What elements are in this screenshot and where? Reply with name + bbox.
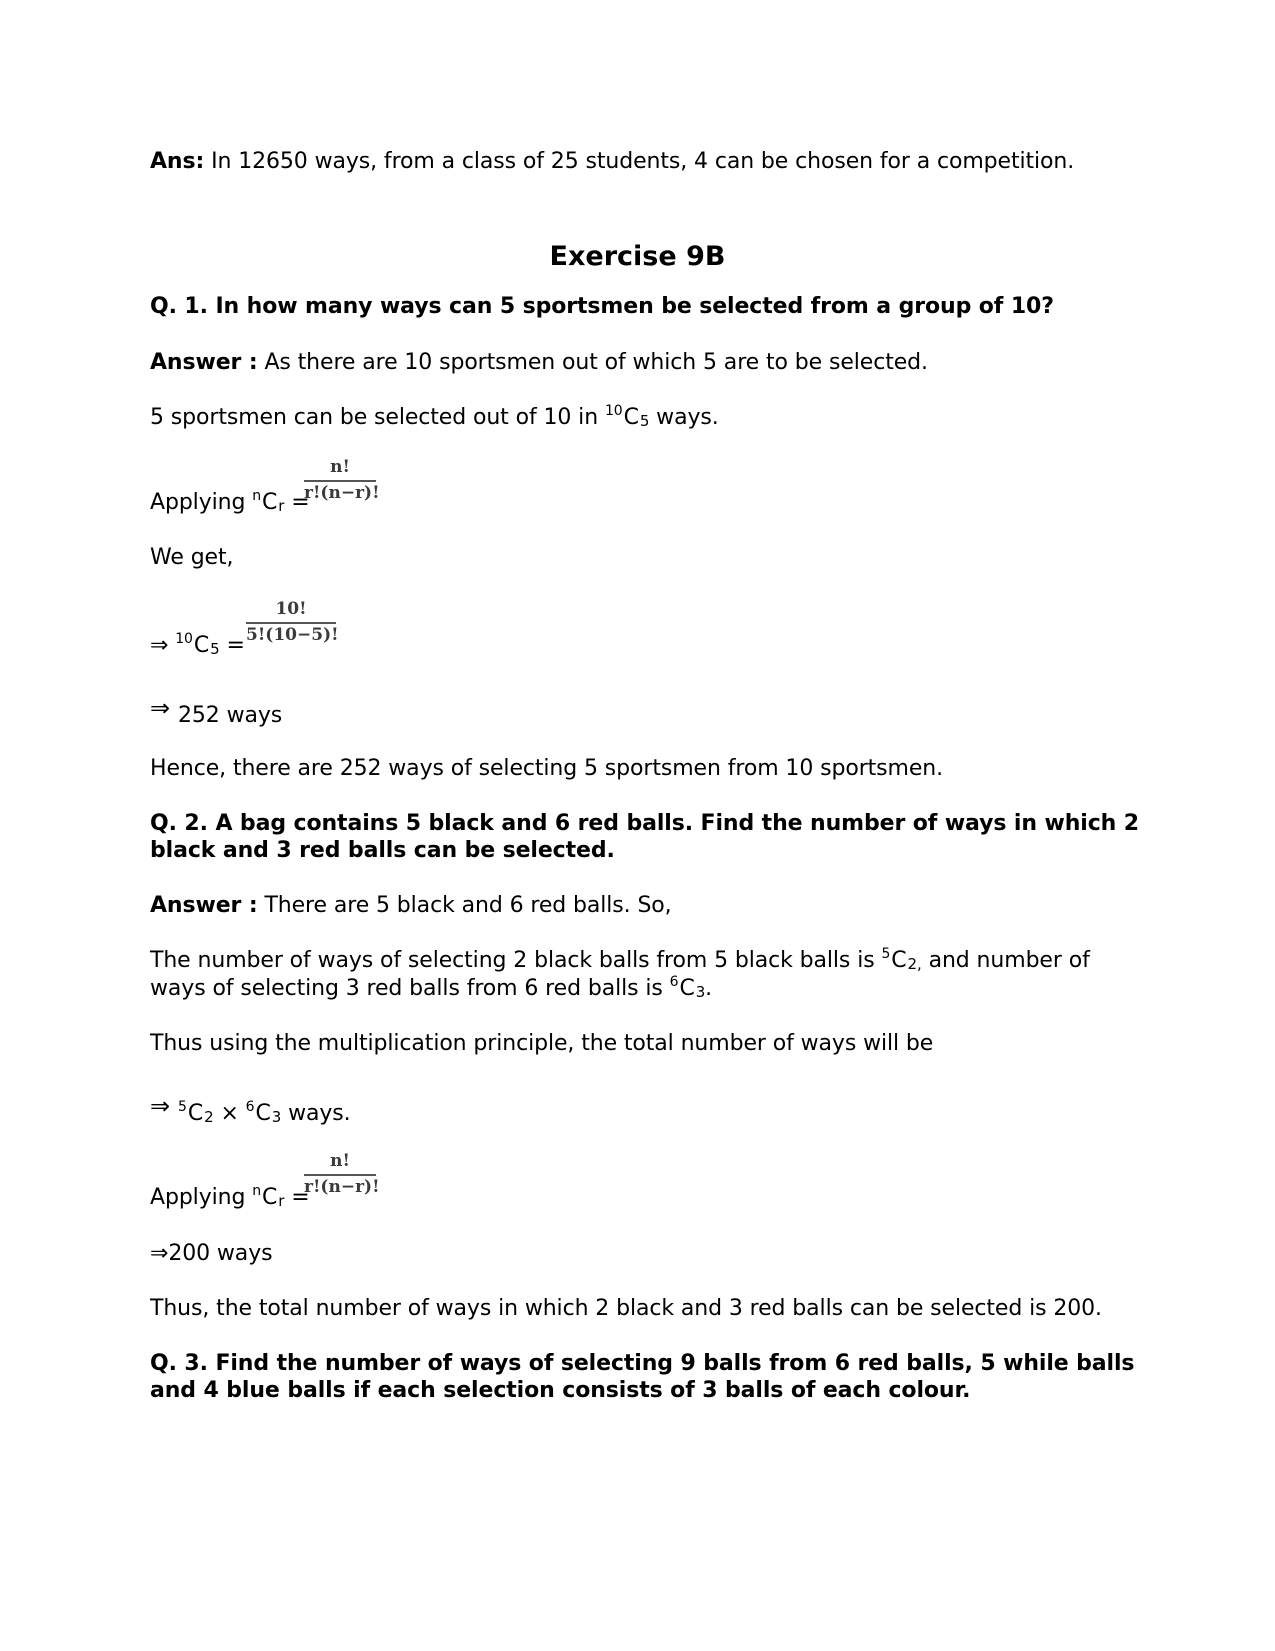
fraction-numerator: 10! (275, 599, 307, 619)
superscript: 6 (245, 1099, 255, 1115)
q1-answer (150, 349, 928, 377)
combination-symbol: C (262, 490, 278, 515)
fraction-denominator: 5!(10−5)! (246, 625, 339, 645)
text: and number of (921, 948, 1090, 973)
combination-symbol: C (679, 976, 695, 1001)
q3-question-line-2: and 4 blue balls if each selection consists of 3 balls of each colour. (150, 1378, 971, 1403)
subscript: r (278, 1192, 285, 1210)
subscript: 2, (907, 955, 922, 973)
combination-symbol: C (187, 1101, 204, 1126)
equals-sign: = (284, 1185, 310, 1210)
previous-answer (150, 148, 1074, 176)
answer-label: Answer : (150, 350, 258, 375)
q1-calc-fraction (246, 598, 339, 646)
combination-symbol: C (623, 405, 639, 430)
implies-arrow: ⇒ (150, 633, 176, 658)
text: ways of selecting 3 red balls from 6 red balls is (150, 976, 670, 1001)
fraction-denominator: r!(n−r)! (304, 1177, 380, 1197)
times-sign: × (213, 1101, 246, 1126)
text: The number of ways of selecting 2 black balls from 5 black balls is (150, 948, 882, 973)
q2-applying-formula (150, 1184, 310, 1214)
subscript: 5 (639, 412, 650, 430)
q1-we-get: We get, (150, 545, 234, 570)
subscript: 3 (695, 983, 706, 1001)
superscript: n (252, 1183, 262, 1199)
q2-text-line-1 (150, 947, 1090, 977)
subscript: 3 (271, 1108, 282, 1126)
combination-symbol: C (255, 1101, 271, 1126)
q2-thus: Thus using the multiplication principle, the total number of ways will be (150, 1031, 934, 1056)
text: ways. (649, 405, 719, 430)
subscript: 2 (204, 1108, 214, 1126)
q1-result (150, 694, 283, 730)
combination-symbol: C (262, 1185, 278, 1210)
q1-selection-line (150, 404, 719, 434)
implies-arrow-icon: ⇒ (150, 1092, 171, 1120)
q1-calculation (150, 632, 245, 662)
q3-question-line-1: Q. 3. Find the number of ways of selecting 9 balls from 6 red balls, 5 while balls (150, 1351, 1135, 1376)
text: Applying (150, 490, 253, 515)
exercise-title: Exercise 9B (549, 241, 726, 272)
subscript: r (278, 497, 285, 515)
superscript: n (252, 488, 262, 504)
fraction-denominator: r!(n−r)! (304, 483, 380, 503)
q1-applying-formula (150, 489, 310, 519)
equals-sign: = (284, 490, 310, 515)
q2-answer (150, 892, 672, 920)
superscript: 10 (175, 631, 193, 647)
q2-multiplication (150, 1092, 351, 1130)
answer-text: As there are 10 sportsmen out of which 5 are to be selected. (257, 350, 928, 375)
equals-sign: = (219, 633, 245, 658)
result-text: 252 ways (178, 703, 283, 728)
text: . (705, 976, 713, 1001)
q2-conclusion: Thus, the total number of ways in which 2 black and 3 red balls can be selected is 200. (150, 1296, 1102, 1321)
q1-formula-fraction (304, 456, 380, 504)
q2-question-line-1: Q. 2. A bag contains 5 black and 6 red balls. Find the number of ways in which 2 (150, 811, 1139, 836)
subscript: 5 (210, 640, 220, 658)
q1-conclusion: Hence, there are 252 ways of selecting 5 sportsmen from 10 sportsmen. (150, 756, 944, 781)
text: Applying (150, 1185, 253, 1210)
fraction-numerator: n! (330, 457, 350, 477)
superscript: 6 (669, 974, 679, 990)
q2-text-line-2 (150, 975, 712, 1005)
text: ways. (281, 1101, 351, 1126)
combination-symbol: C (193, 633, 210, 658)
superscript: 10 (604, 403, 623, 419)
answer-text: In 12650 ways, from a class of 25 students, 4 can be chosen for a competition. (204, 149, 1075, 174)
implies-arrow-icon: ⇒ (150, 694, 171, 722)
superscript: 5 (178, 1099, 187, 1115)
q2-formula-fraction (304, 1150, 380, 1198)
answer-label: Ans: (150, 149, 205, 174)
text: 5 sportsmen can be selected out of 10 in (150, 405, 605, 430)
answer-label: Answer : (150, 893, 258, 918)
q1-question: Q. 1. In how many ways can 5 sportsmen be selected from a group of 10? (150, 294, 1054, 319)
q2-result: ⇒200 ways (150, 1241, 273, 1266)
answer-text: There are 5 black and 6 red balls. So, (257, 893, 672, 918)
combination-symbol: C (891, 948, 907, 973)
superscript: 5 (881, 946, 891, 962)
q2-question-line-2: black and 3 red balls can be selected. (150, 838, 615, 863)
fraction-numerator: n! (330, 1151, 350, 1171)
